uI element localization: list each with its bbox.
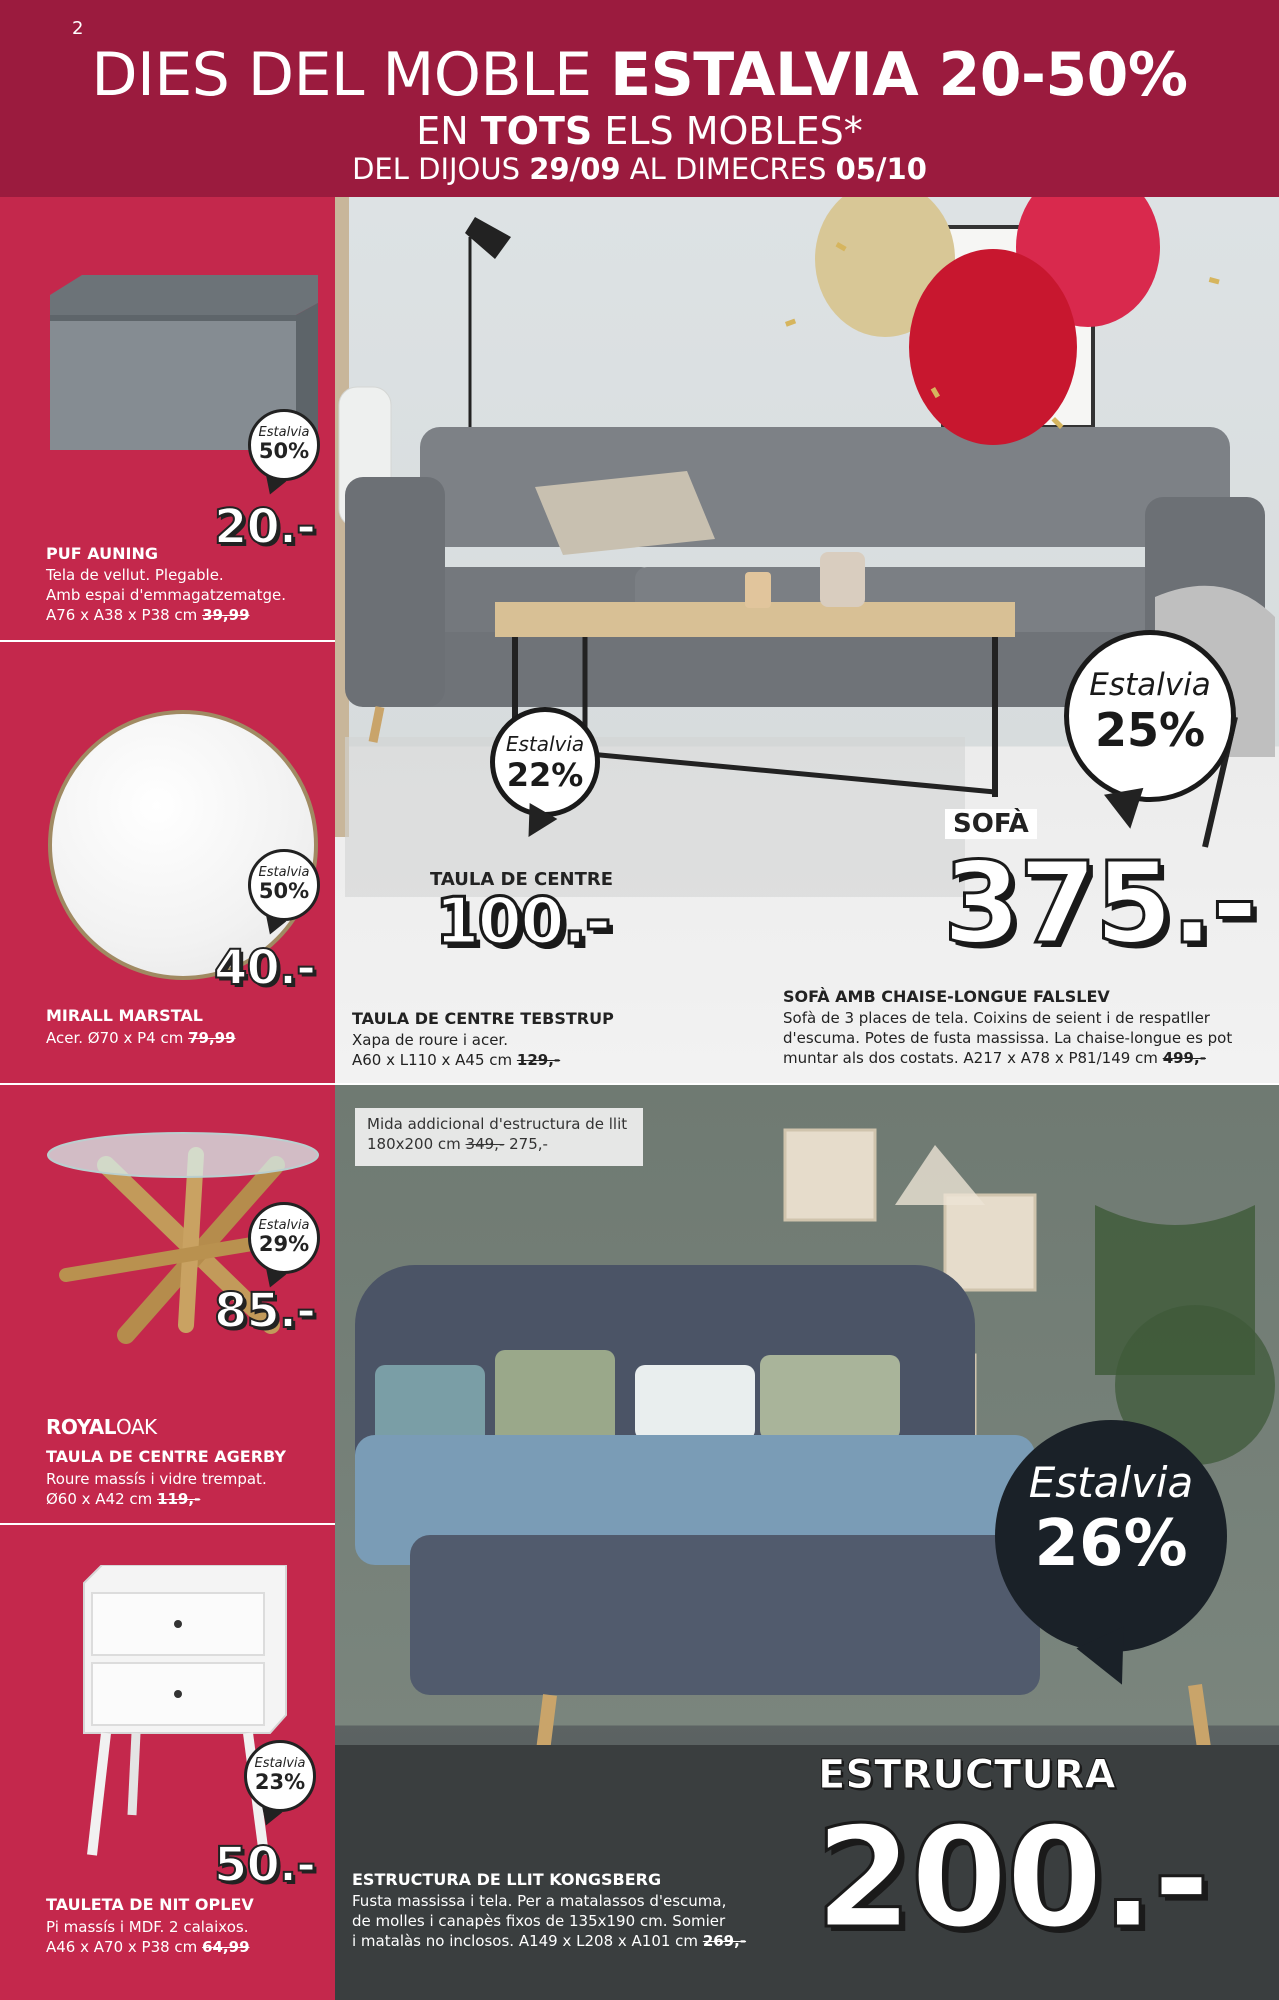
dims-text: A46 x A70 x P38 cm	[46, 1938, 203, 1956]
price: 20.-	[214, 499, 315, 555]
dates-pre: DEL DIJOUS	[352, 152, 530, 186]
product-name: TAULA DE CENTRE AGERBY	[46, 1447, 286, 1466]
product-card-agerby[interactable]	[0, 1085, 335, 1525]
subtitle-post: ELS MOBLES*	[592, 109, 863, 153]
product-desc-1: Roure massís i vidre trempat.	[46, 1470, 267, 1488]
date-from: 29/09	[529, 152, 621, 186]
sofa-price: 375.-	[943, 839, 1256, 969]
logo-bold: ROYAL	[46, 1415, 116, 1439]
price: 40.-	[214, 940, 315, 996]
old-price: 79,99	[188, 1029, 236, 1047]
header-banner	[0, 0, 1279, 197]
page-number: 2	[72, 18, 84, 39]
logo-light: OAK	[115, 1415, 157, 1439]
price: 50.-	[214, 1837, 315, 1893]
bed-label: ESTRUCTURA	[818, 1752, 1116, 1798]
product-name: TAULETA DE NIT OPLEV	[46, 1895, 254, 1914]
bed-product-name: ESTRUCTURA DE LLIT KONGSBERG	[352, 1870, 662, 1889]
date-to: 05/10	[835, 152, 927, 186]
old-price: 119,-	[157, 1490, 201, 1508]
subtitle-pre: EN	[416, 109, 481, 153]
discount-badge-sofa	[1064, 630, 1236, 802]
dims-text: Acer. Ø70 x P4 cm	[46, 1029, 189, 1047]
promo-dates	[0, 152, 1279, 186]
badge-tail	[1104, 788, 1150, 832]
extra-size-line-2	[367, 1134, 643, 1154]
badge-label: Estalvia	[505, 732, 585, 756]
product-dims	[46, 605, 250, 625]
badge-label: Estalvia	[1089, 667, 1211, 703]
badge-percent: 50%	[258, 439, 310, 463]
sofa-desc-1: Sofà de 3 places de tela. Coixins de seient i de respatller	[783, 1009, 1210, 1027]
product-desc-1: Tela de vellut. Plegable.	[46, 566, 224, 584]
dims-text: A76 x A38 x P38 cm	[46, 606, 203, 624]
badge-percent: 22%	[506, 756, 584, 794]
dims-text: muntar als dos costats. A217 x A78 x P81/149 cm	[783, 1049, 1163, 1067]
price: 85.-	[214, 1283, 315, 1339]
badge-percent: 29%	[258, 1232, 310, 1256]
table-dims	[352, 1050, 560, 1070]
extra-size-note	[355, 1108, 643, 1166]
subtitle-bold: TOTS	[480, 109, 593, 153]
discount-badge	[248, 409, 320, 481]
dims-text: A60 x L110 x A45 cm	[352, 1051, 517, 1069]
bedroom-photo	[335, 1085, 1279, 2000]
product-dims	[46, 1028, 236, 1048]
badge-percent: 23%	[254, 1770, 306, 1794]
living-room-photo	[335, 197, 1279, 1083]
old-price: 39,99	[202, 606, 250, 624]
table-label: TAULA DE CENTRE	[430, 869, 614, 890]
page-subtitle	[0, 110, 1279, 152]
bed-desc-2: de molles i canapès fixos de 135x190 cm. Somier	[352, 1912, 726, 1930]
bed-dims	[352, 1931, 746, 1951]
discount-badge-table	[490, 707, 600, 817]
product-name: MIRALL MARSTAL	[46, 1006, 203, 1025]
extra-size-text: 180x200 cm	[367, 1135, 466, 1153]
old-price: 64,99	[202, 1938, 250, 1956]
bed-price: 200.-	[815, 1797, 1209, 1960]
dates-mid: AL DIMECRES	[620, 152, 836, 186]
discount-badge	[248, 1202, 320, 1274]
table-price: 100.-	[435, 885, 610, 959]
badge-label: Estalvia	[1028, 1458, 1194, 1507]
product-card-oplev[interactable]	[0, 1525, 335, 2000]
table-product-name: TAULA DE CENTRE TEBSTRUP	[352, 1009, 614, 1028]
product-dims	[46, 1489, 200, 1509]
extra-new-price: 275,-	[504, 1135, 548, 1153]
extra-size-line-1: Mida addicional d'estructura de llit	[367, 1115, 628, 1133]
sofa-product-name: SOFÀ AMB CHAISE-LONGUE FALSLEV	[783, 987, 1110, 1006]
product-name: PUF AUNING	[46, 544, 158, 563]
badge-label: Estalvia	[258, 425, 310, 440]
product-desc-2: Amb espai d'emmagatzematge.	[46, 586, 287, 604]
sofa-dims	[783, 1048, 1206, 1068]
old-price: 129,-	[516, 1051, 561, 1069]
badge-percent: 26%	[1034, 1507, 1188, 1581]
product-desc-1: Pi massís i MDF. 2 calaixos.	[46, 1918, 249, 1936]
extra-old-price: 349,-	[465, 1135, 505, 1153]
badge-percent: 50%	[258, 879, 310, 903]
bed-desc-1: Fusta massissa i tela. Per a matalassos d'escuma,	[352, 1892, 727, 1910]
title-bold: ESTALVIA 20-50%	[610, 40, 1188, 110]
badge-label: Estalvia	[258, 865, 310, 880]
discount-badge	[248, 849, 320, 921]
dims-text: i matalàs no inclosos. A149 x L208 x A101 cm	[352, 1932, 703, 1950]
old-price: 269,-	[702, 1932, 747, 1950]
title-light: DIES DEL MOBLE	[91, 40, 611, 110]
old-price: 499,-	[1162, 1049, 1206, 1067]
badge-percent: 25%	[1094, 703, 1206, 757]
product-card-mirror[interactable]	[0, 642, 335, 1085]
sofa-label: SOFÀ	[945, 809, 1037, 839]
discount-badge-bed	[995, 1420, 1227, 1652]
badge-label: Estalvia	[258, 1218, 310, 1233]
sofa-desc-2: d'escuma. Potes de fusta massissa. La chaise-longue es pot	[783, 1029, 1233, 1047]
royal-oak-logo	[46, 1415, 157, 1439]
product-dims	[46, 1937, 250, 1957]
sidebar-product-column	[0, 197, 335, 2000]
discount-badge	[244, 1740, 316, 1812]
badge-label: Estalvia	[254, 1756, 306, 1771]
page-title	[0, 38, 1279, 112]
table-desc-1: Xapa de roure i acer.	[352, 1031, 508, 1049]
dims-text: Ø60 x A42 cm	[46, 1490, 158, 1508]
product-card-puf[interactable]	[0, 197, 335, 642]
